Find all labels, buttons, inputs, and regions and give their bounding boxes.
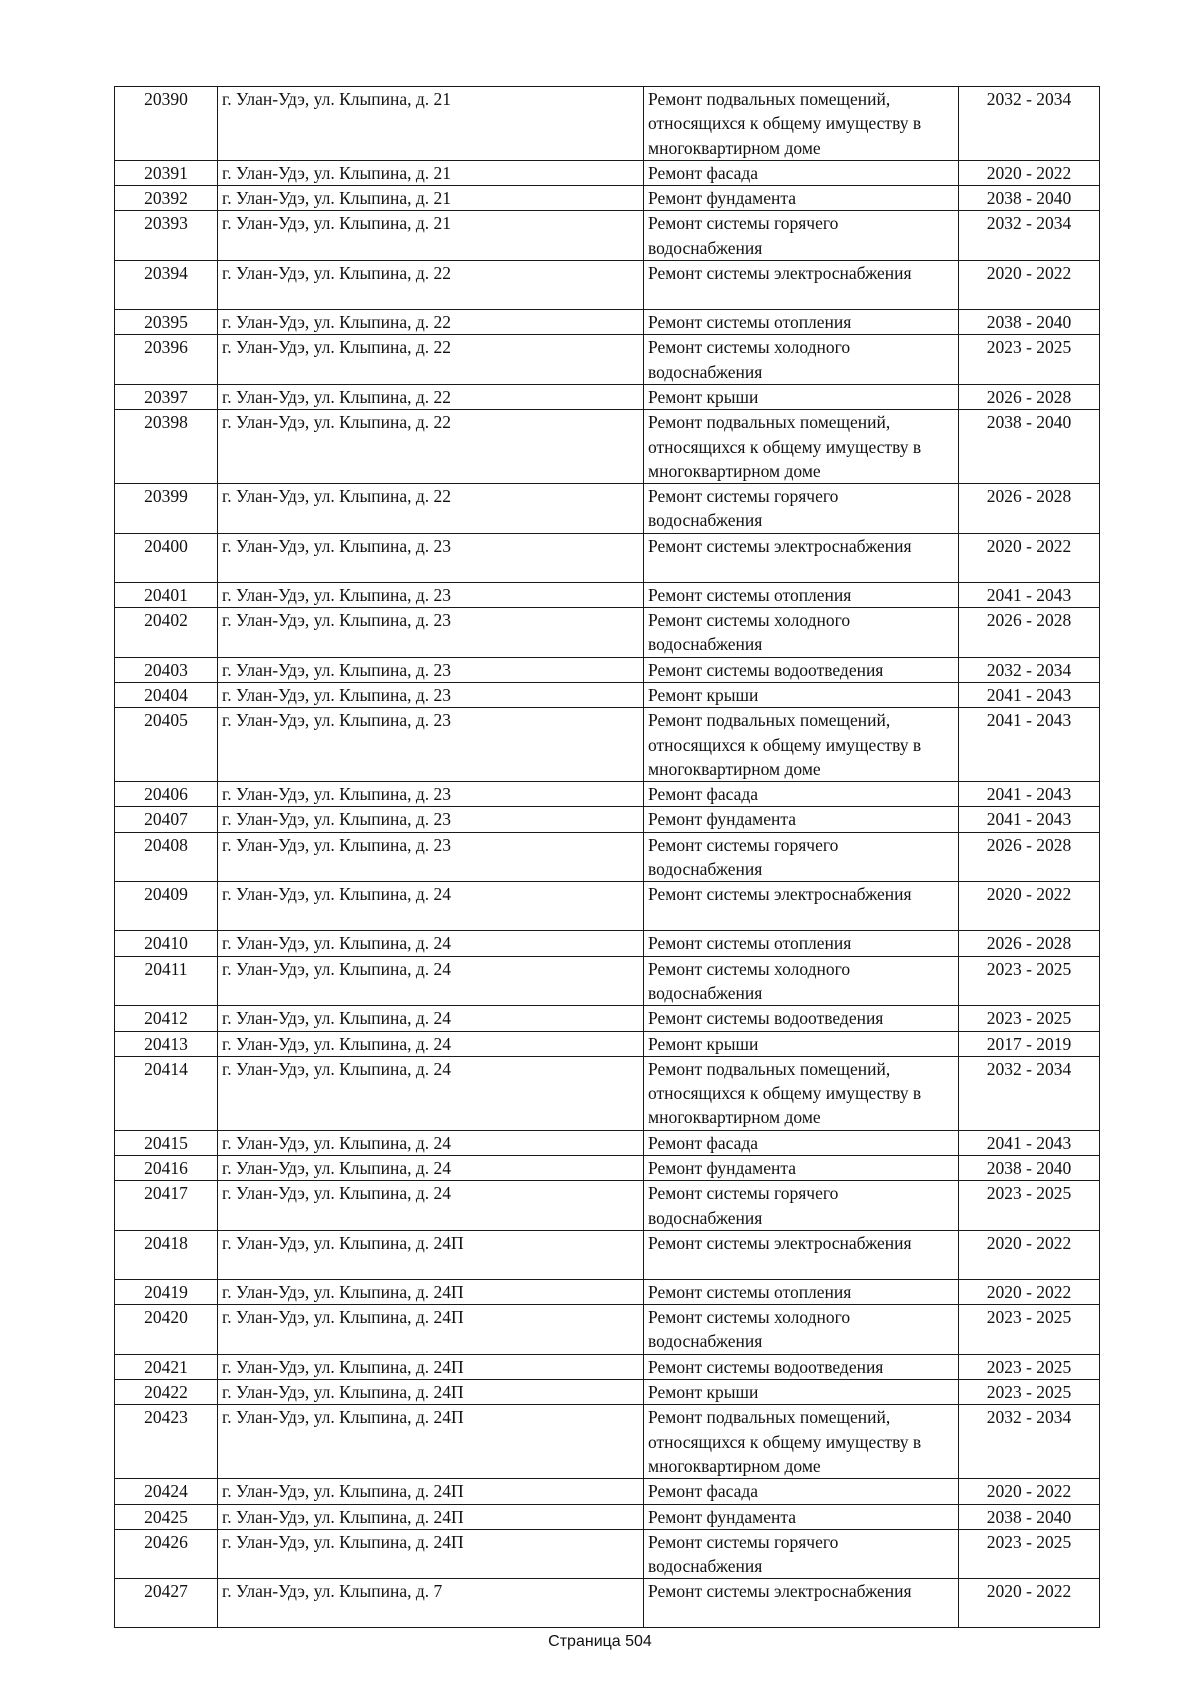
- address-cell: г. Улан-Удэ, ул. Клыпина, д. 23: [218, 832, 644, 882]
- table-row: [115, 1056, 1100, 1130]
- table-row: [115, 1031, 1100, 1056]
- record-number: 20405: [115, 708, 218, 782]
- table-row: [115, 87, 1100, 161]
- period-cell: 2020 - 2022: [959, 1230, 1100, 1279]
- address-cell: г. Улан-Удэ, ул. Клыпина, д. 21: [218, 211, 644, 261]
- record-number: 20391: [115, 160, 218, 185]
- period-cell: 2041 - 2043: [959, 682, 1100, 707]
- address-cell: г. Улан-Удэ, ул. Клыпина, д. 23: [218, 782, 644, 807]
- record-number: 20417: [115, 1181, 218, 1231]
- page-number: Страница 504: [548, 1633, 652, 1650]
- record-number: 20393: [115, 211, 218, 261]
- work-type-cell: Ремонт фасада: [644, 1130, 959, 1155]
- table-row: [115, 160, 1100, 185]
- work-type-cell: Ремонт системы горячего водоснабжения: [644, 1529, 959, 1579]
- work-type-cell: Ремонт системы холодного водоснабжения: [644, 956, 959, 1006]
- table-row: [115, 956, 1100, 1006]
- work-type-cell: Ремонт фундамента: [644, 186, 959, 211]
- record-number: 20420: [115, 1305, 218, 1355]
- table-row: [115, 931, 1100, 956]
- address-cell: г. Улан-Удэ, ул. Клыпина, д. 24: [218, 1006, 644, 1031]
- table-row: [115, 186, 1100, 211]
- work-type-cell: Ремонт системы холодного водоснабжения: [644, 1305, 959, 1355]
- period-cell: 2026 - 2028: [959, 484, 1100, 534]
- period-cell: 2032 - 2034: [959, 657, 1100, 682]
- record-number: 20411: [115, 956, 218, 1006]
- address-cell: г. Улан-Удэ, ул. Клыпина, д. 24: [218, 1130, 644, 1155]
- record-number: 20399: [115, 484, 218, 534]
- table-row: [115, 1155, 1100, 1180]
- address-cell: г. Улан-Удэ, ул. Клыпина, д. 21: [218, 87, 644, 161]
- period-cell: 2023 - 2025: [959, 1380, 1100, 1405]
- table-body: [115, 87, 1100, 1628]
- address-cell: г. Улан-Удэ, ул. Клыпина, д. 24: [218, 1031, 644, 1056]
- record-number: 20412: [115, 1006, 218, 1031]
- record-number: 20413: [115, 1031, 218, 1056]
- record-number: 20401: [115, 582, 218, 607]
- record-number: 20424: [115, 1479, 218, 1504]
- address-cell: г. Улан-Удэ, ул. Клыпина, д. 21: [218, 186, 644, 211]
- work-type-cell: Ремонт подвальных помещений, относящихся к общему имуществу в многоквартирном доме: [644, 1056, 959, 1130]
- address-cell: г. Улан-Удэ, ул. Клыпина, д. 23: [218, 582, 644, 607]
- work-type-cell: Ремонт подвальных помещений, относящихся к общему имуществу в многоквартирном доме: [644, 1405, 959, 1479]
- work-type-cell: Ремонт системы горячего водоснабжения: [644, 832, 959, 882]
- record-number: 20410: [115, 931, 218, 956]
- work-type-cell: Ремонт системы водоотведения: [644, 1006, 959, 1031]
- address-cell: г. Улан-Удэ, ул. Клыпина, д. 23: [218, 708, 644, 782]
- work-type-cell: Ремонт крыши: [644, 682, 959, 707]
- table-row: [115, 1230, 1100, 1279]
- table-row: [115, 384, 1100, 409]
- address-cell: г. Улан-Удэ, ул. Клыпина, д. 24: [218, 931, 644, 956]
- table-row: [115, 1354, 1100, 1379]
- address-cell: г. Улан-Удэ, ул. Клыпина, д. 23: [218, 807, 644, 832]
- period-cell: 2032 - 2034: [959, 1056, 1100, 1130]
- record-number: 20394: [115, 261, 218, 310]
- table-row: [115, 882, 1100, 931]
- period-cell: 2041 - 2043: [959, 782, 1100, 807]
- work-type-cell: Ремонт системы горячего водоснабжения: [644, 1181, 959, 1231]
- record-number: 20392: [115, 186, 218, 211]
- address-cell: г. Улан-Удэ, ул. Клыпина, д. 24П: [218, 1529, 644, 1579]
- address-cell: г. Улан-Удэ, ул. Клыпина, д. 22: [218, 410, 644, 484]
- period-cell: 2026 - 2028: [959, 931, 1100, 956]
- work-type-cell: Ремонт крыши: [644, 1031, 959, 1056]
- address-cell: г. Улан-Удэ, ул. Клыпина, д. 23: [218, 682, 644, 707]
- period-cell: 2041 - 2043: [959, 1130, 1100, 1155]
- period-cell: 2038 - 2040: [959, 1504, 1100, 1529]
- address-cell: г. Улан-Удэ, ул. Клыпина, д. 22: [218, 335, 644, 385]
- period-cell: 2038 - 2040: [959, 1155, 1100, 1180]
- period-cell: 2020 - 2022: [959, 533, 1100, 582]
- table-row: [115, 582, 1100, 607]
- work-type-cell: Ремонт фундамента: [644, 1504, 959, 1529]
- address-cell: г. Улан-Удэ, ул. Клыпина, д. 24: [218, 1181, 644, 1231]
- period-cell: 2023 - 2025: [959, 956, 1100, 1006]
- record-number: 20421: [115, 1354, 218, 1379]
- record-number: 20409: [115, 882, 218, 931]
- record-number: 20408: [115, 832, 218, 882]
- work-type-cell: Ремонт системы отопления: [644, 310, 959, 335]
- work-type-cell: Ремонт фундамента: [644, 807, 959, 832]
- work-type-cell: Ремонт системы горячего водоснабжения: [644, 484, 959, 534]
- address-cell: г. Улан-Удэ, ул. Клыпина, д. 24П: [218, 1405, 644, 1479]
- table-row: [115, 782, 1100, 807]
- address-cell: г. Улан-Удэ, ул. Клыпина, д. 24П: [218, 1504, 644, 1529]
- table-row: [115, 410, 1100, 484]
- table-row: [115, 484, 1100, 534]
- record-number: 20398: [115, 410, 218, 484]
- table-row: [115, 1504, 1100, 1529]
- period-cell: 2023 - 2025: [959, 1305, 1100, 1355]
- work-type-cell: Ремонт системы холодного водоснабжения: [644, 335, 959, 385]
- address-cell: г. Улан-Удэ, ул. Клыпина, д. 23: [218, 657, 644, 682]
- table-row: [115, 1405, 1100, 1479]
- address-cell: г. Улан-Удэ, ул. Клыпина, д. 24П: [218, 1305, 644, 1355]
- address-cell: г. Улан-Удэ, ул. Клыпина, д. 22: [218, 384, 644, 409]
- address-cell: г. Улан-Удэ, ул. Клыпина, д. 24: [218, 882, 644, 931]
- work-type-cell: Ремонт фасада: [644, 782, 959, 807]
- period-cell: 2041 - 2043: [959, 807, 1100, 832]
- address-cell: г. Улан-Удэ, ул. Клыпина, д. 24: [218, 1155, 644, 1180]
- work-type-cell: Ремонт подвальных помещений, относящихся к общему имуществу в многоквартирном доме: [644, 87, 959, 161]
- record-number: 20418: [115, 1230, 218, 1279]
- address-cell: г. Улан-Удэ, ул. Клыпина, д. 22: [218, 310, 644, 335]
- record-number: 20403: [115, 657, 218, 682]
- work-type-cell: Ремонт подвальных помещений, относящихся к общему имуществу в многоквартирном доме: [644, 410, 959, 484]
- address-cell: г. Улан-Удэ, ул. Клыпина, д. 7: [218, 1579, 644, 1628]
- table-row: [115, 657, 1100, 682]
- work-type-cell: Ремонт системы водоотведения: [644, 1354, 959, 1379]
- record-number: 20426: [115, 1529, 218, 1579]
- work-type-cell: Ремонт системы электроснабжения: [644, 882, 959, 931]
- table-row: [115, 832, 1100, 882]
- work-type-cell: Ремонт системы отопления: [644, 931, 959, 956]
- work-type-cell: Ремонт фундамента: [644, 1155, 959, 1180]
- address-cell: г. Улан-Удэ, ул. Клыпина, д. 23: [218, 608, 644, 658]
- record-number: 20414: [115, 1056, 218, 1130]
- period-cell: 2041 - 2043: [959, 582, 1100, 607]
- repair-schedule-table: [114, 86, 1100, 1628]
- work-type-cell: Ремонт системы электроснабжения: [644, 1230, 959, 1279]
- record-number: 20407: [115, 807, 218, 832]
- period-cell: 2026 - 2028: [959, 608, 1100, 658]
- table-row: [115, 1380, 1100, 1405]
- period-cell: 2020 - 2022: [959, 1279, 1100, 1304]
- record-number: 20396: [115, 335, 218, 385]
- table-row: [115, 211, 1100, 261]
- record-number: 20400: [115, 533, 218, 582]
- work-type-cell: Ремонт крыши: [644, 384, 959, 409]
- period-cell: 2020 - 2022: [959, 882, 1100, 931]
- address-cell: г. Улан-Удэ, ул. Клыпина, д. 23: [218, 533, 644, 582]
- record-number: 20422: [115, 1380, 218, 1405]
- period-cell: 2020 - 2022: [959, 1579, 1100, 1628]
- table-row: [115, 1130, 1100, 1155]
- period-cell: 2017 - 2019: [959, 1031, 1100, 1056]
- period-cell: 2041 - 2043: [959, 708, 1100, 782]
- address-cell: г. Улан-Удэ, ул. Клыпина, д. 21: [218, 160, 644, 185]
- period-cell: 2023 - 2025: [959, 1354, 1100, 1379]
- table-row: [115, 1181, 1100, 1231]
- table-row: [115, 1529, 1100, 1579]
- period-cell: 2023 - 2025: [959, 335, 1100, 385]
- address-cell: г. Улан-Удэ, ул. Клыпина, д. 24: [218, 1056, 644, 1130]
- record-number: 20402: [115, 608, 218, 658]
- work-type-cell: Ремонт системы электроснабжения: [644, 261, 959, 310]
- address-cell: г. Улан-Удэ, ул. Клыпина, д. 24П: [218, 1230, 644, 1279]
- record-number: 20415: [115, 1130, 218, 1155]
- table-row: [115, 682, 1100, 707]
- period-cell: 2020 - 2022: [959, 1479, 1100, 1504]
- table-row: [115, 708, 1100, 782]
- address-cell: г. Улан-Удэ, ул. Клыпина, д. 24П: [218, 1279, 644, 1304]
- record-number: 20416: [115, 1155, 218, 1180]
- table-row: [115, 1279, 1100, 1304]
- record-number: 20395: [115, 310, 218, 335]
- table-row: [115, 1305, 1100, 1355]
- work-type-cell: Ремонт крыши: [644, 1380, 959, 1405]
- period-cell: 2032 - 2034: [959, 87, 1100, 161]
- address-cell: г. Улан-Удэ, ул. Клыпина, д. 22: [218, 261, 644, 310]
- record-number: 20419: [115, 1279, 218, 1304]
- address-cell: г. Улан-Удэ, ул. Клыпина, д. 24П: [218, 1479, 644, 1504]
- table-row: [115, 807, 1100, 832]
- period-cell: 2038 - 2040: [959, 410, 1100, 484]
- record-number: 20427: [115, 1579, 218, 1628]
- period-cell: 2038 - 2040: [959, 310, 1100, 335]
- work-type-cell: Ремонт системы электроснабжения: [644, 533, 959, 582]
- table-row: [115, 533, 1100, 582]
- period-cell: 2020 - 2022: [959, 261, 1100, 310]
- work-type-cell: Ремонт подвальных помещений, относящихся к общему имуществу в многоквартирном доме: [644, 708, 959, 782]
- address-cell: г. Улан-Удэ, ул. Клыпина, д. 24: [218, 956, 644, 1006]
- period-cell: 2032 - 2034: [959, 1405, 1100, 1479]
- work-type-cell: Ремонт фасада: [644, 1479, 959, 1504]
- record-number: 20390: [115, 87, 218, 161]
- table-row: [115, 335, 1100, 385]
- record-number: 20425: [115, 1504, 218, 1529]
- table-row: [115, 608, 1100, 658]
- period-cell: 2026 - 2028: [959, 384, 1100, 409]
- work-type-cell: Ремонт системы электроснабжения: [644, 1579, 959, 1628]
- work-type-cell: Ремонт системы водоотведения: [644, 657, 959, 682]
- table-row: [115, 261, 1100, 310]
- address-cell: г. Улан-Удэ, ул. Клыпина, д. 22: [218, 484, 644, 534]
- table-row: [115, 310, 1100, 335]
- record-number: 20397: [115, 384, 218, 409]
- work-type-cell: Ремонт системы отопления: [644, 582, 959, 607]
- record-number: 20404: [115, 682, 218, 707]
- period-cell: 2023 - 2025: [959, 1006, 1100, 1031]
- work-type-cell: Ремонт системы холодного водоснабжения: [644, 608, 959, 658]
- table-row: [115, 1479, 1100, 1504]
- period-cell: 2023 - 2025: [959, 1529, 1100, 1579]
- period-cell: 2020 - 2022: [959, 160, 1100, 185]
- record-number: 20423: [115, 1405, 218, 1479]
- period-cell: 2026 - 2028: [959, 832, 1100, 882]
- period-cell: 2038 - 2040: [959, 186, 1100, 211]
- table-row: [115, 1579, 1100, 1628]
- address-cell: г. Улан-Удэ, ул. Клыпина, д. 24П: [218, 1380, 644, 1405]
- period-cell: 2032 - 2034: [959, 211, 1100, 261]
- work-type-cell: Ремонт системы отопления: [644, 1279, 959, 1304]
- period-cell: 2023 - 2025: [959, 1181, 1100, 1231]
- record-number: 20406: [115, 782, 218, 807]
- table-row: [115, 1006, 1100, 1031]
- address-cell: г. Улан-Удэ, ул. Клыпина, д. 24П: [218, 1354, 644, 1379]
- work-type-cell: Ремонт системы горячего водоснабжения: [644, 211, 959, 261]
- work-type-cell: Ремонт фасада: [644, 160, 959, 185]
